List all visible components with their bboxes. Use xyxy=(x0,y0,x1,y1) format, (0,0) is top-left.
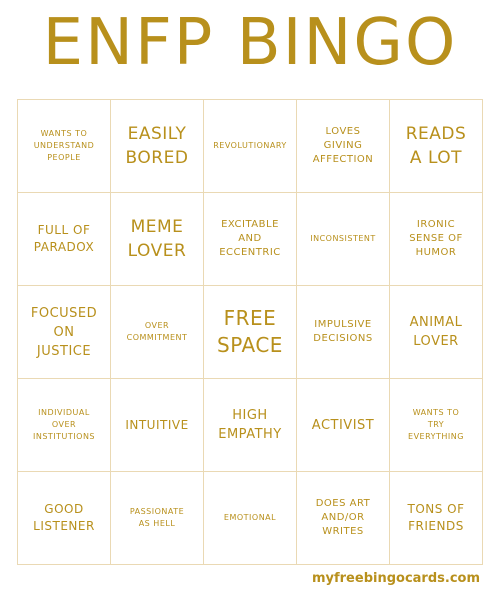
cell-label: INDIVIDUAL OVER INSTITUTIONS xyxy=(32,408,95,441)
cell-label: INTUITIVE xyxy=(125,417,189,432)
cell-label: GOOD LISTENER xyxy=(33,502,95,533)
bingo-cell-2-1[interactable] xyxy=(18,193,111,286)
cell-label: EXCITABLE AND ECCENTRIC xyxy=(219,219,281,258)
bingo-cell-1-3[interactable] xyxy=(204,100,297,193)
bingo-cell-5-4[interactable] xyxy=(297,472,390,565)
page-title: ENFP BINGO xyxy=(42,6,458,80)
cell-label: MEME LOVER xyxy=(127,217,187,261)
cell-label: WANTS TO TRY EVERYTHING xyxy=(408,408,464,441)
cell-label: FOCUSED ON JUSTICE xyxy=(30,305,98,359)
bingo-cell-3-2[interactable] xyxy=(111,286,204,379)
bingo-cell-3-1[interactable] xyxy=(18,286,111,379)
bingo-cell-2-2[interactable] xyxy=(111,193,204,286)
bingo-cell-3-4[interactable] xyxy=(297,286,390,379)
bingo-cell-4-2[interactable] xyxy=(111,379,204,472)
bingo-board xyxy=(17,99,483,565)
cell-label: LOVES GIVING AFFECTION xyxy=(312,126,374,165)
free-space-cell[interactable] xyxy=(204,286,297,379)
cell-label: ACTIVIST xyxy=(311,417,375,433)
cell-label: EASILY BORED xyxy=(125,124,189,168)
bingo-cell-4-3[interactable] xyxy=(204,379,297,472)
bingo-cell-2-3[interactable] xyxy=(204,193,297,286)
cell-label: FREE SPACE xyxy=(217,306,283,357)
cell-label: HIGH EMPATHY xyxy=(218,408,282,442)
cell-label: ANIMAL LOVER xyxy=(409,315,463,349)
bingo-cell-1-2[interactable] xyxy=(111,100,204,193)
bingo-cell-1-4[interactable] xyxy=(297,100,390,193)
bingo-cell-2-4[interactable] xyxy=(297,193,390,286)
bingo-cell-4-5[interactable] xyxy=(390,379,483,472)
cell-label: IMPULSIVE DECISIONS xyxy=(313,319,373,344)
bingo-cell-1-5[interactable] xyxy=(390,100,483,193)
bingo-cell-5-1[interactable] xyxy=(18,472,111,565)
cell-label: DOES ART AND/OR WRITES xyxy=(315,498,371,537)
cell-label: REVOLUTIONARY xyxy=(213,141,287,150)
bingo-cell-5-5[interactable] xyxy=(390,472,483,565)
bingo-cell-4-4[interactable] xyxy=(297,379,390,472)
bingo-cell-2-5[interactable] xyxy=(390,193,483,286)
bingo-cell-5-3[interactable] xyxy=(204,472,297,565)
cell-label: EMOTIONAL xyxy=(223,513,277,522)
site-credit-link[interactable]: myfreebingocards.com xyxy=(311,571,480,586)
cell-label: IRONIC SENSE OF HUMOR xyxy=(409,219,463,258)
bingo-cell-3-5[interactable] xyxy=(390,286,483,379)
bingo-cell-4-1[interactable] xyxy=(18,379,111,472)
cell-label: OVER COMMITMENT xyxy=(126,321,188,342)
bingo-cell-5-2[interactable] xyxy=(111,472,204,565)
cell-label: INCONSISTENT xyxy=(310,234,376,243)
cell-label: PASSIONATE AS HELL xyxy=(129,507,185,528)
cell-label: READS A LOT xyxy=(405,124,467,168)
cell-label: TONS OF FRIENDS xyxy=(407,502,465,533)
cell-label: WANTS TO UNDERSTAND PEOPLE xyxy=(33,129,95,162)
cell-label: FULL OF PARADOX xyxy=(33,223,95,254)
bingo-cell-1-1[interactable] xyxy=(18,100,111,193)
